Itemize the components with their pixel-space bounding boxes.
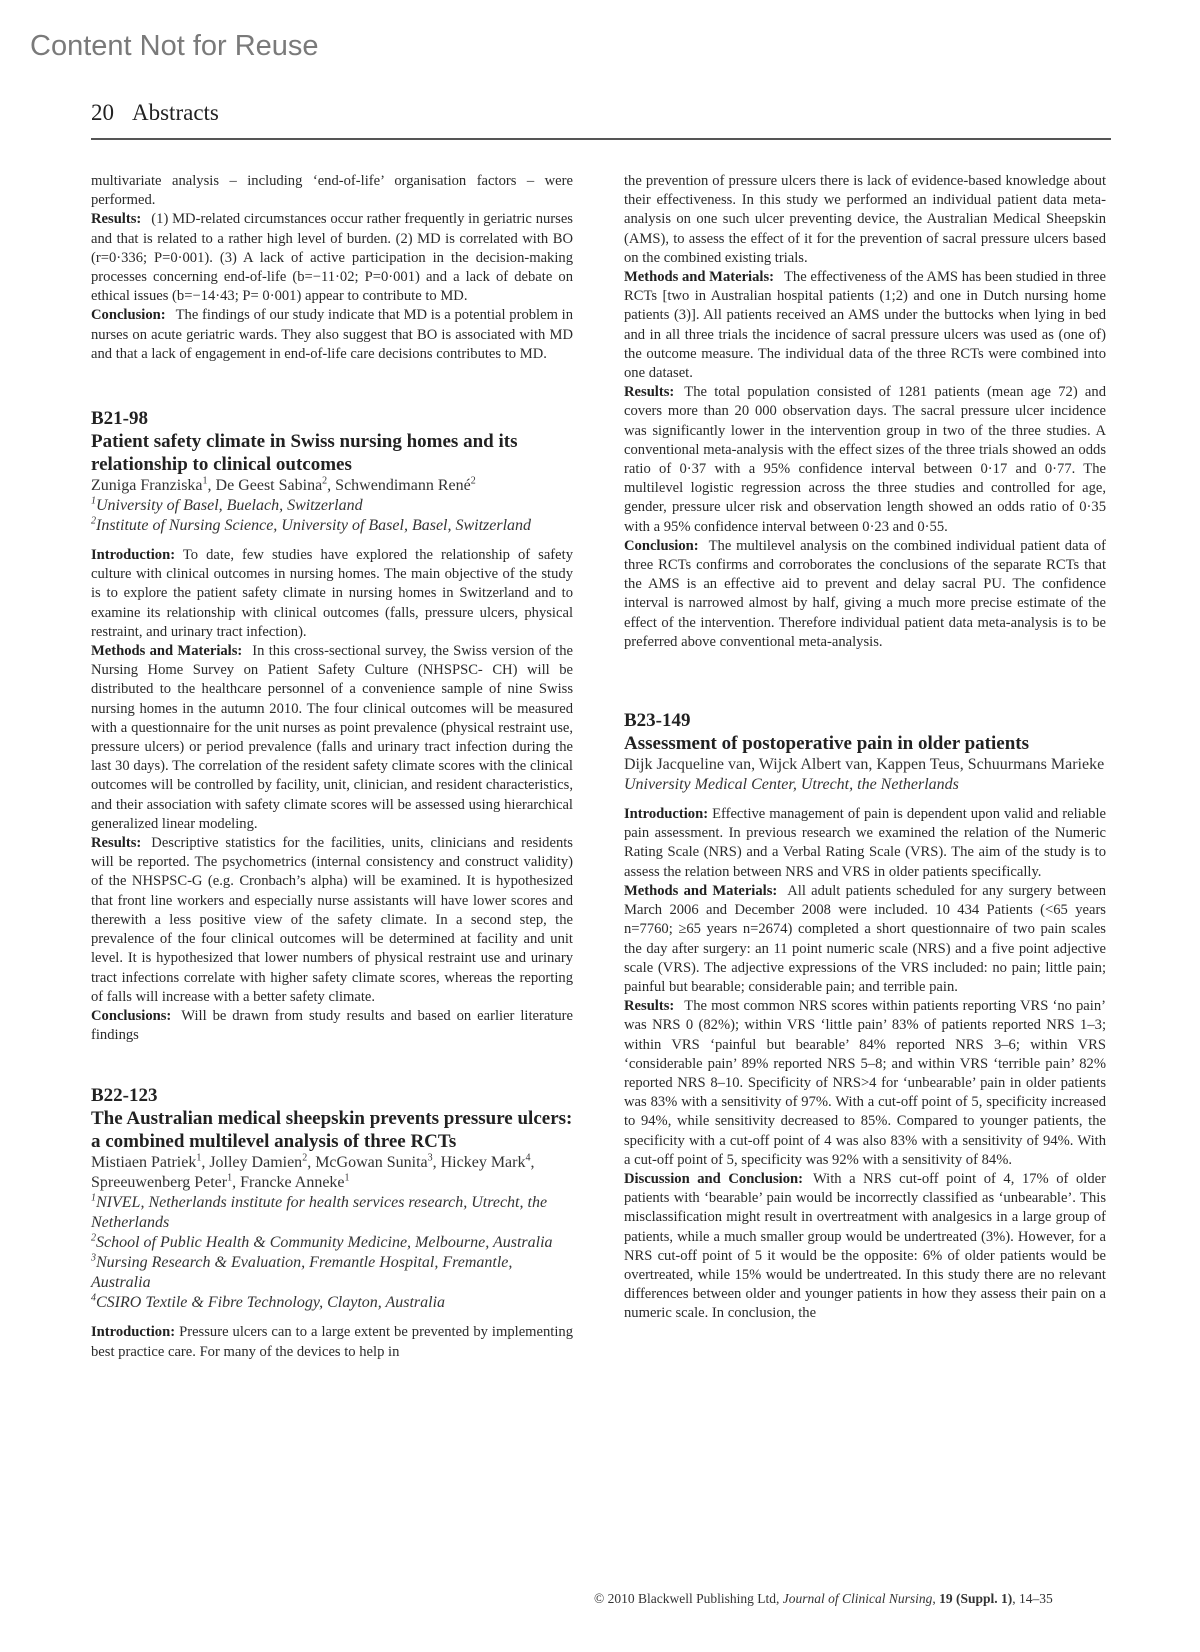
section-label: Introduction: (91, 1324, 176, 1341)
section-text: The multilevel analysis on the combined individual patient data of three RCTs confirms and corroborates the conclusions of the separate RCTs that the AMS is an effective aid to prevent and delay sacral PU. The confidence interval is narrowed almost by half, giving a much more precise estimate of the effect of the intervention. Therefore individual patient data meta-analysis is to be preferred above conventional meta-analysis. (624, 537, 1106, 650)
results-paragraph (91, 834, 573, 1007)
introduction-continued: the prevention of pressure ulcers there is lack of evidence-based knowledge about their effectiveness. In this study we performed an individual patient data meta-analysis on one such ulcer preventing device, the Australian Medical Sheepskin (AMS), to assess the effect of it for the prevention of sacral pressure ulcers based on the combined existing trials. (624, 173, 1106, 266)
author-list: Dijk Jacqueline van, Wijck Albert van, Kappen Teus, Schuurmans Marieke (624, 756, 1105, 774)
author-sup: 2 (302, 1152, 308, 1164)
author: Jolley Damien (209, 1154, 303, 1172)
section-title: Abstracts (132, 100, 219, 125)
author: Hickey Mark (440, 1154, 526, 1172)
running-head (91, 100, 219, 126)
left-column (91, 172, 573, 1362)
section-text: All adult patients scheduled for any surgery between March 2006 and December 2008 were included. 10 434 Patients (<65 years n=7760; ≥65 years n=2674) completed a short questionnaire of two pain scales the day after surgery: an 11 point numeric scale (NRS) and a five point adjective scale (VRS). The adjective expressions of the VRS included: no pain; little pain; painful but bearable; considerable pain; and terrible pain. (624, 882, 1106, 995)
author-list: Mistiaen Patriek$^1$, Jolley Damien$^2$, McGowan Sunita$^3$, Hickey Mark$^4$, Spreeuwenberg Peter$^1$, Francke Anneke$^1$ (91, 1152, 535, 1192)
section-label: Introduction: (624, 806, 709, 823)
section-text: The findings of our study indicate that MD is a potential problem in nurses on acute geriatric wards. They also suggest that BO is associated with MD and that a lack of engagement in end-of-life care decisions contributes to MD. (91, 307, 573, 362)
abstract-b22 (91, 1085, 573, 1361)
affiliation-text: Institute of Nursing Science, University of Basel, Basel, Switzerland (96, 517, 532, 535)
watermark: Content Not for Reuse (30, 30, 319, 62)
section-label: Conclusion: (91, 307, 166, 324)
section-text: Effective management of pain is dependent upon valid and reliable pain assessment. In previous research we examined the relation of the Numeric Rating Scale (NRS) and a Verbal Rating Scale (VRS). The aim of the study is to assess the relation between NRS and VRS in older patients specifically. (624, 806, 1106, 880)
affiliation (91, 1293, 573, 1313)
affiliation-text: NIVEL, Netherlands institute for health services research, Utrecht, the Netherlands (91, 1194, 548, 1232)
section-label: Results: (91, 211, 142, 228)
results-paragraph (91, 210, 573, 306)
section-text: The effectiveness of the AMS has been studied in three RCTs [two in Australian hospital patients (1;2) and one in Dutch nursing home patients (3)]. All patients received an AMS under the buttocks when lying in bed and in all three trials the incidence of sacral pressure ulcers was used as (one of) the outcome measure. The individual data of the three RCTs were combined into one dataset. (624, 269, 1106, 382)
abstract-title: Patient safety climate in Swiss nursing homes and its relationship to clinical outcomes (91, 431, 518, 476)
author: Francke Anneke (240, 1174, 345, 1192)
author: De Geest Sabina (215, 477, 323, 495)
affiliation (91, 516, 573, 536)
section-label: Results: (624, 998, 675, 1015)
author: Mistiaen Patriek (91, 1154, 197, 1172)
abstract-id: B22-123 (91, 1085, 158, 1107)
section-label: Methods and Materials: (624, 882, 778, 899)
section-label: Conclusion: (624, 537, 699, 554)
abstract-b21 (91, 408, 573, 1045)
author: Schwendimann René (335, 477, 471, 495)
affiliation-text: University of Basel, Buelach, Switzerland (96, 497, 363, 515)
affiliation (91, 1233, 573, 1253)
affiliation-text: CSIRO Textile & Fibre Technology, Clayton, Australia (96, 1294, 446, 1312)
author-sup: 1 (227, 1172, 233, 1184)
results-paragraph (624, 997, 1106, 1170)
header-rule (91, 138, 1111, 140)
conclusions-paragraph (91, 1007, 573, 1045)
abstract-b23 (624, 710, 1106, 1323)
affiliation (91, 1193, 573, 1233)
author-sup: 2 (470, 475, 476, 487)
section-text: To date, few studies have explored the relationship of safety culture with clinical outcomes in nursing homes. The main objective of the study is to explore the patient safety climate in nursing homes in Switzerland and to examine its relationship with clinical outcomes (falls, pressure ulcers, physical restraint, and urinary tract infection). (91, 547, 573, 640)
abstract-title: The Australian medical sheepskin prevents pressure ulcers: a combined multilevel analysis of three RCTs (91, 1108, 573, 1153)
section-label: Conclusions: (91, 1007, 172, 1024)
conclusion-paragraph (624, 537, 1106, 652)
introduction-paragraph (91, 1323, 573, 1361)
author: Zuniga Franziska (91, 477, 203, 495)
author-list: Zuniga Franziska$^1$, De Geest Sabina$^2$, Schwendimann René$^2$ (91, 475, 476, 495)
affiliation (91, 496, 573, 516)
conclusion-paragraph (91, 306, 573, 364)
supplement: (Suppl. 1) (956, 1591, 1013, 1606)
section-label: Results: (91, 835, 142, 852)
section-text: (1) MD-related circumstances occur rather frequently in geriatric nurses and that is related to a rather high level of burden. (2) MD is correlated with BO (r=0·336; P=0·001). (3) A lack of active participation in the decision-making processes concerning end-of-life (b=−11·02; P=0·001) and a lack of debate on ethical issues (b=−14·43; P= 0·001) appear to contribute to MD. (91, 211, 573, 305)
author-sup: 2 (322, 475, 328, 487)
introduction-paragraph (91, 546, 573, 642)
methods-paragraph (624, 268, 1106, 383)
section-label: Results: (624, 384, 675, 401)
section-text: The total population consisted of 1281 patients (mean age 72) and covers more than 20 000 observation days. The sacral pressure ulcer incidence was significantly lower in the intervention group in two of the three studies. A conventional meta-analysis with the effect sizes of the three trials showed an odds ratio of 0·37 with a 95% confidence interval between 0·17 and 0·77. The multilevel logistic regression across the three studies and controlled for age, gender, pressure ulcer risk and observation length showed an odds ratio of 0·35 with a 95% confidence interval between 0·23 and 0·55. (624, 384, 1106, 535)
author-sup: 1 (344, 1172, 350, 1184)
page-footer: © 2010 Blackwell Publishing Ltd, Journal of Clinical Nursing, 19 (Suppl. 1), 14–35 (594, 1591, 1053, 1606)
author: Spreeuwenberg Peter (91, 1174, 228, 1192)
journal-name: Journal of Clinical Nursing (782, 1591, 933, 1606)
affiliation: University Medical Center, Utrecht, the Netherlands (624, 776, 959, 794)
section-label: Methods and Materials: (91, 643, 243, 660)
results-paragraph (624, 383, 1106, 537)
section-label: Methods and Materials: (624, 269, 774, 286)
abstract-b22-continued (624, 172, 1106, 652)
abstract-id: B23-149 (624, 710, 691, 732)
page-range: , 14–35 (1012, 1591, 1053, 1606)
right-column (624, 172, 1106, 1324)
section-text: With a NRS cut-off point of 4, 17% of older patients with ‘bearable’ pain would be incorrectly classified as ‘unbearable’. This misclassification might result in overtreatment with analgesics in a large group of patients, while a much smaller group would be undertreated (3%). However, for a NRS cut-off point of 5 it would be the opposite: 6% of older patients would be overtreated, while 15% would be undertreated. In this study there are no relevant differences between older and younger patients in how they assess their pain on a numeric scale. In conclusion, the (624, 1170, 1106, 1322)
section-label: Discussion and Conclusion: (624, 1170, 803, 1187)
author-sup: 1 (196, 1152, 202, 1164)
section-text: The most common NRS scores within patients reporting VRS ‘no pain’ was NRS 0 (82%); within VRS ‘little pain’ 83% of patients reported NRS 1–3; within VRS ‘painful but bearable’ 84% reported NRS 3–6; within VRS ‘considerable pain’ 89% reported NRS 5–8; and within VRS ‘terrible pain’ 82% reported NRS 8–10. Specificity of NRS>4 for ‘unbearable’ pain in older patients was 83% with a sensitivity of 97%. With a cut-off point of 5, specificity increased to 94%, while sensitivity decreased to 85%. Compared to younger patients, the specificity with a cut-off point of 4 was also 83% with a sensitivity of 94%. With a cut-off point of 5, specificity was 92% with a sensitivity of 84%. (624, 998, 1106, 1168)
affiliation-sup: 2 (91, 515, 96, 527)
section-text: Descriptive statistics for the facilities, units, clinicians and residents will be reported. The psychometrics (internal consistency and construct validity) of the NHSPSC-G (e.g. Cronbach’s alpha) will be examined. It is hypothesized that front line workers and especially nurse assistants will have lower scores and therewith a less positive view of the safety climate. In a second step, the prevalence of the four clinical outcomes will be determined at facility and unit level. It is hypothesized that lower numbers of physical restraint use and urinary tract infections correlate with higher safety climate scores, whereas the reporting of falls will increase with a better safety climate. (91, 835, 573, 1005)
author-sup: 3 (427, 1152, 433, 1164)
affiliation-text: School of Public Health & Community Medicine, Melbourne, Australia (96, 1234, 553, 1252)
discussion-paragraph (624, 1170, 1106, 1324)
section-label: Introduction: (91, 547, 176, 564)
affiliation-sup: 1 (91, 495, 96, 507)
paragraph: multivariate analysis – including ‘end-of-life’ organisation factors – were performed. (91, 173, 573, 209)
affiliation-sup: 4 (91, 1292, 96, 1304)
author-sup: 1 (202, 475, 208, 487)
page-number: 20 (91, 100, 114, 125)
methods-paragraph (91, 642, 573, 834)
abstract-continuation (91, 172, 573, 364)
affiliation-text: Nursing Research & Evaluation, Fremantle Hospital, Fremantle, Australia (91, 1254, 513, 1292)
copyright: © 2010 Blackwell Publishing Ltd, (594, 1591, 780, 1606)
section-text: Will be drawn from study results and based on earlier literature findings (91, 1007, 573, 1044)
volume: 19 (939, 1591, 953, 1606)
affiliation-sup: 2 (91, 1232, 96, 1244)
methods-paragraph (624, 882, 1106, 997)
abstract-id: B21-98 (91, 408, 148, 430)
affiliation-sup: 1 (91, 1192, 96, 1204)
affiliation (91, 1253, 573, 1293)
section-text: Pressure ulcers can to a large extent be prevented by implementing best practice care. For many of the devices to help in (91, 1324, 573, 1360)
affiliation-sup: 3 (91, 1252, 96, 1264)
author-sup: 4 (525, 1152, 531, 1164)
abstract-title: Assessment of postoperative pain in older patients (624, 733, 1029, 755)
section-text: In this cross-sectional survey, the Swiss version of the Nursing Home Survey on Patient Safety Culture (NHSPSC- CH) will be distributed to the healthcare personnel of a convenience sample of nine Swiss nursing homes in the autumn 2010. The four clinical outcomes will be measured with a questionnaire for the unit nurses as point prevalence (physical restraint use, pressure ulcers) or period prevalence (falls and urinary tract infection during the last 30 days). The correlation of the resident safety climate scores with the clinical outcomes will be controlled by facility, unit, clinician, and resident characteristics, and their association with safety climate scores will be assessed using hierarchical generalized linear modeling. (91, 643, 573, 832)
introduction-paragraph (624, 805, 1106, 882)
author: McGowan Sunita (315, 1154, 428, 1172)
